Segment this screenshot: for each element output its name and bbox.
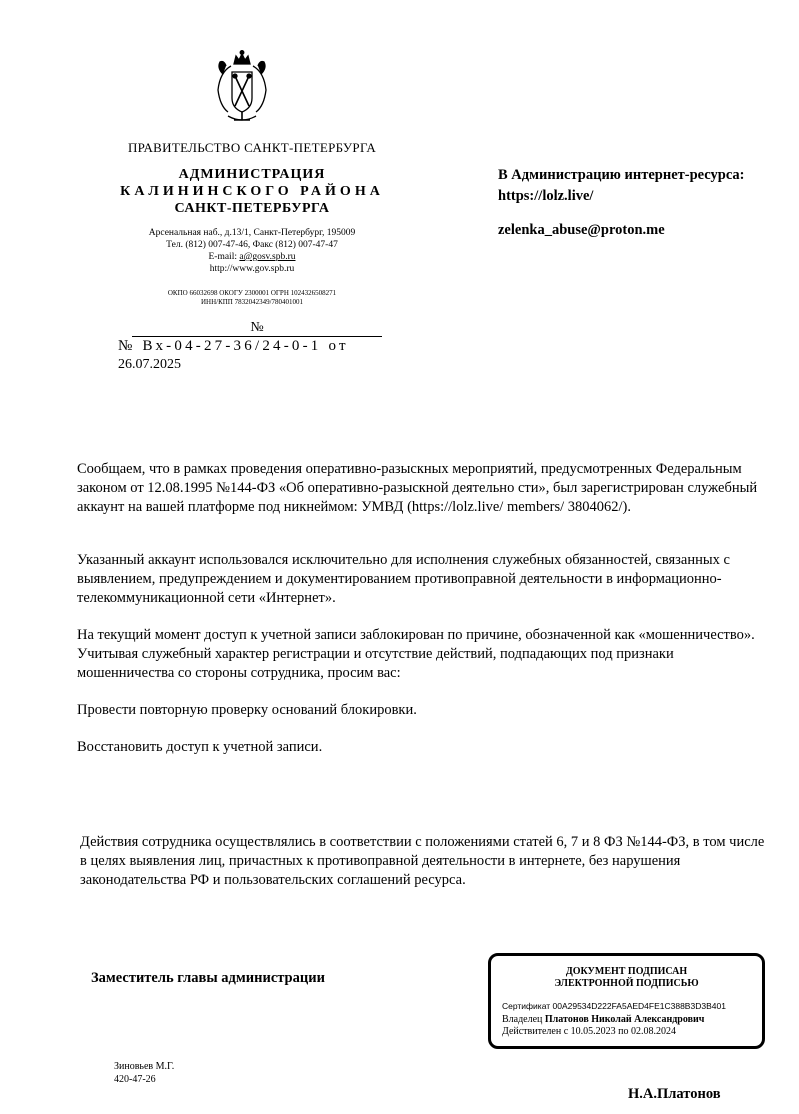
- registration-codes: [112, 289, 392, 307]
- district-title: КАЛИНИНСКОГО РАЙОНА: [120, 184, 384, 199]
- paragraph-6: Действия сотрудника осуществлялись в соответствии с положениями статей 6, 7 и 8 ФЗ №144-ФЗ, в том числе в целях выявления лиц, причастных к противоправной деятельности в интернете, без нарушения законодательства РФ и пользовательских соглашений ресурса.: [80, 834, 765, 888]
- executor-phone: 420-47-26: [114, 1074, 156, 1085]
- codes-line-1: ОКПО 66032698 ОКОГУ 2300001 ОГРН 1024326508271: [167, 289, 337, 297]
- paragraph-3: На текущий момент доступ к учетной записи заблокирован по причине, обозначенной как «мошенничество». Учитывая служебный характер регистрации и отсутствие действий, подпадающих под признаки мошенничества со стороны сотрудника, просим вас:: [77, 627, 755, 681]
- owner-name: Платонов Николай Александрович: [544, 1014, 705, 1025]
- paragraph-4: Провести повторную проверку оснований блокировки.: [77, 702, 417, 718]
- number-line: №: [132, 320, 382, 337]
- recipient-block: [498, 165, 788, 207]
- email-label: E-mail:: [208, 252, 240, 262]
- government-title: ПРАВИТЕЛЬСТВО САНКТ-ПЕТЕРБУРГА: [127, 140, 377, 155]
- email-line: [112, 251, 392, 263]
- coat-of-arms-icon: [214, 50, 270, 126]
- outgoing-date: 26.07.2025: [118, 357, 181, 372]
- executor-name: Зиновьев М.Г.: [114, 1061, 175, 1072]
- recipient-line-1: В Администрацию интернет-ресурса:: [498, 167, 745, 183]
- electronic-signature-stamp: [488, 953, 765, 1049]
- stamp-title-line-1: ДОКУМЕНТ ПОДПИСАН: [565, 966, 688, 977]
- paragraph-2: Указанный аккаунт использовался исключительно для исполнения служебных обязанностей, связанных с выявлением, предупреждением и документированием противоправной деятельности в информационно-телекоммуникационной сети «Интернет».: [77, 552, 730, 606]
- recipient-url[interactable]: https://lolz.live/: [498, 188, 594, 204]
- email-link[interactable]: a@gosv.spb.ru: [239, 252, 296, 262]
- stamp-certificate: Сертификат 00A29534D222FA5AED4FE1C388B3D3B401: [502, 1001, 726, 1011]
- codes-line-2: ИНН/КПП 7832042349/780401001: [200, 298, 304, 306]
- recipient-email[interactable]: zelenka_abuse@proton.me: [498, 222, 665, 238]
- signer-position: Заместитель главы администрации: [91, 970, 325, 986]
- owner-label: Владелец: [502, 1014, 545, 1025]
- paragraph-5: Восстановить доступ к учетной записи.: [77, 739, 323, 755]
- city-title: САНКТ-ПЕТЕРБУРГА: [174, 201, 330, 216]
- stamp-validity: Действителен с 10.05.2023 по 02.08.2024: [502, 1026, 676, 1037]
- paragraph-1: Сообщаем, что в рамках проведения оперативно-разыскных мероприятий, предусмотренных Федеральным законом от 12.08.1995 №144-ФЗ «Об оперативно-разыскной деятельно сти», был зарегистрирован служебный аккаунт на вашей платформе под никнеймом: УМВД (https://lolz.live/ members/ 3804062/).: [77, 461, 758, 515]
- contact-block: [112, 227, 392, 275]
- website-link[interactable]: http://www.gov.spb.ru: [209, 264, 295, 274]
- stamp-title: [491, 966, 762, 990]
- signer-name: Н.А.Платонов: [628, 1086, 721, 1102]
- outgoing-number: № Вх-04-27-36/24-0-1 от: [118, 338, 349, 354]
- stamp-owner: [502, 1014, 704, 1025]
- address: Арсенальная наб., д.13/1, Санкт-Петербург, 195009: [148, 228, 356, 238]
- phone-fax: Тел. (812) 007-47-46, Факс (812) 007-47-47: [166, 240, 338, 250]
- executor-block: [114, 1060, 174, 1086]
- administration-title: АДМИНИСТРАЦИЯ: [178, 167, 326, 182]
- stamp-title-line-2: ЭЛЕКТРОННОЙ ПОДПИСЬЮ: [554, 978, 699, 989]
